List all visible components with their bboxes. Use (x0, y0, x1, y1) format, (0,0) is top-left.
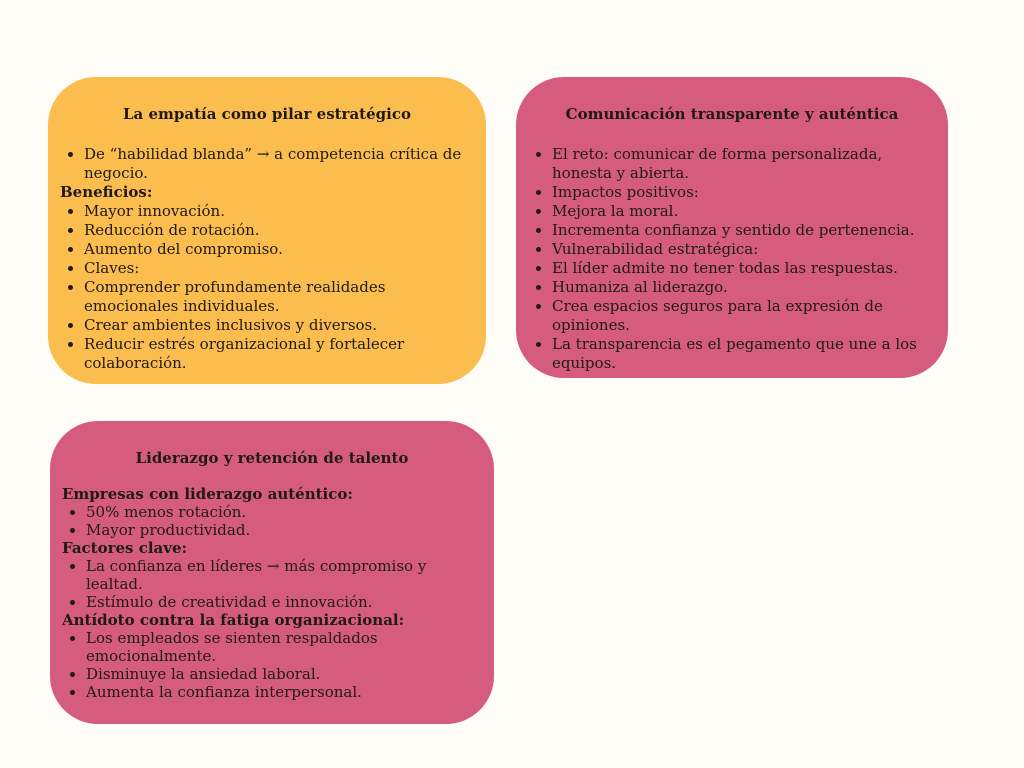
authentic-leadership-label: Empresas con liderazgo auténtico: (62, 485, 353, 503)
list-item: • Reducir estrés organizacional y fortalecer colaboración. (84, 335, 474, 373)
leadership-card-title: Liderazgo y retención de talento (135, 449, 409, 467)
benefits-label: Beneficios: (60, 183, 153, 201)
list-item: • La confianza en líderes → más compromiso y lealtad. (86, 557, 482, 593)
key-factors-list (62, 557, 482, 611)
fatigue-antidote-label: Antídoto contra la fatiga organizacional: (62, 611, 405, 629)
list-item: • Mayor innovación. (84, 202, 474, 221)
list-item: • Impactos positivos: (552, 183, 936, 202)
empathy-intro-list (60, 145, 474, 183)
list-item: • De “habilidad blanda” → a competencia crítica de negocio. (84, 145, 474, 183)
empathy-card (48, 77, 486, 384)
list-item: • Reducción de rotación. (84, 221, 474, 240)
list-item: • Aumento del compromiso. (84, 240, 474, 259)
list-item: • Claves: (84, 259, 474, 278)
list-item: • Los empleados se sienten respaldados emocionalmente. (86, 629, 482, 665)
empathy-benefits-list (60, 202, 474, 373)
list-item: • La transparencia es el pegamento que une a los equipos. (552, 335, 936, 373)
list-item: • Mejora la moral. (552, 202, 936, 221)
list-item: • El líder admite no tener todas las respuestas. (552, 259, 936, 278)
communication-card (516, 77, 948, 378)
list-item: • Incrementa confianza y sentido de pertenencia. (552, 221, 936, 240)
empathy-card-title: La empatía como pilar estratégico (123, 105, 411, 123)
list-item: • Disminuye la ansiedad laboral. (86, 665, 482, 683)
list-item: • Crear ambientes inclusivos y diversos. (84, 316, 474, 335)
communication-list (528, 145, 936, 373)
list-item: • 50% menos rotación. (86, 503, 482, 521)
list-item: • Mayor productividad. (86, 521, 482, 539)
list-item: • Crea espacios seguros para la expresión de opiniones. (552, 297, 936, 335)
list-item: • Vulnerabilidad estratégica: (552, 240, 936, 259)
communication-card-title: Comunicación transparente y auténtica (565, 105, 899, 123)
leadership-card (50, 421, 494, 724)
list-item: • Aumenta la confianza interpersonal. (86, 683, 482, 701)
list-item: • Humaniza al liderazgo. (552, 278, 936, 297)
list-item: • Estímulo de creatividad e innovación. (86, 593, 482, 611)
list-item: • El reto: comunicar de forma personalizada, honesta y abierta. (552, 145, 936, 183)
fatigue-antidote-list (62, 629, 482, 701)
authentic-leadership-list (62, 503, 482, 539)
key-factors-label: Factores clave: (62, 539, 188, 557)
list-item: • Comprender profundamente realidades emocionales individuales. (84, 278, 474, 316)
